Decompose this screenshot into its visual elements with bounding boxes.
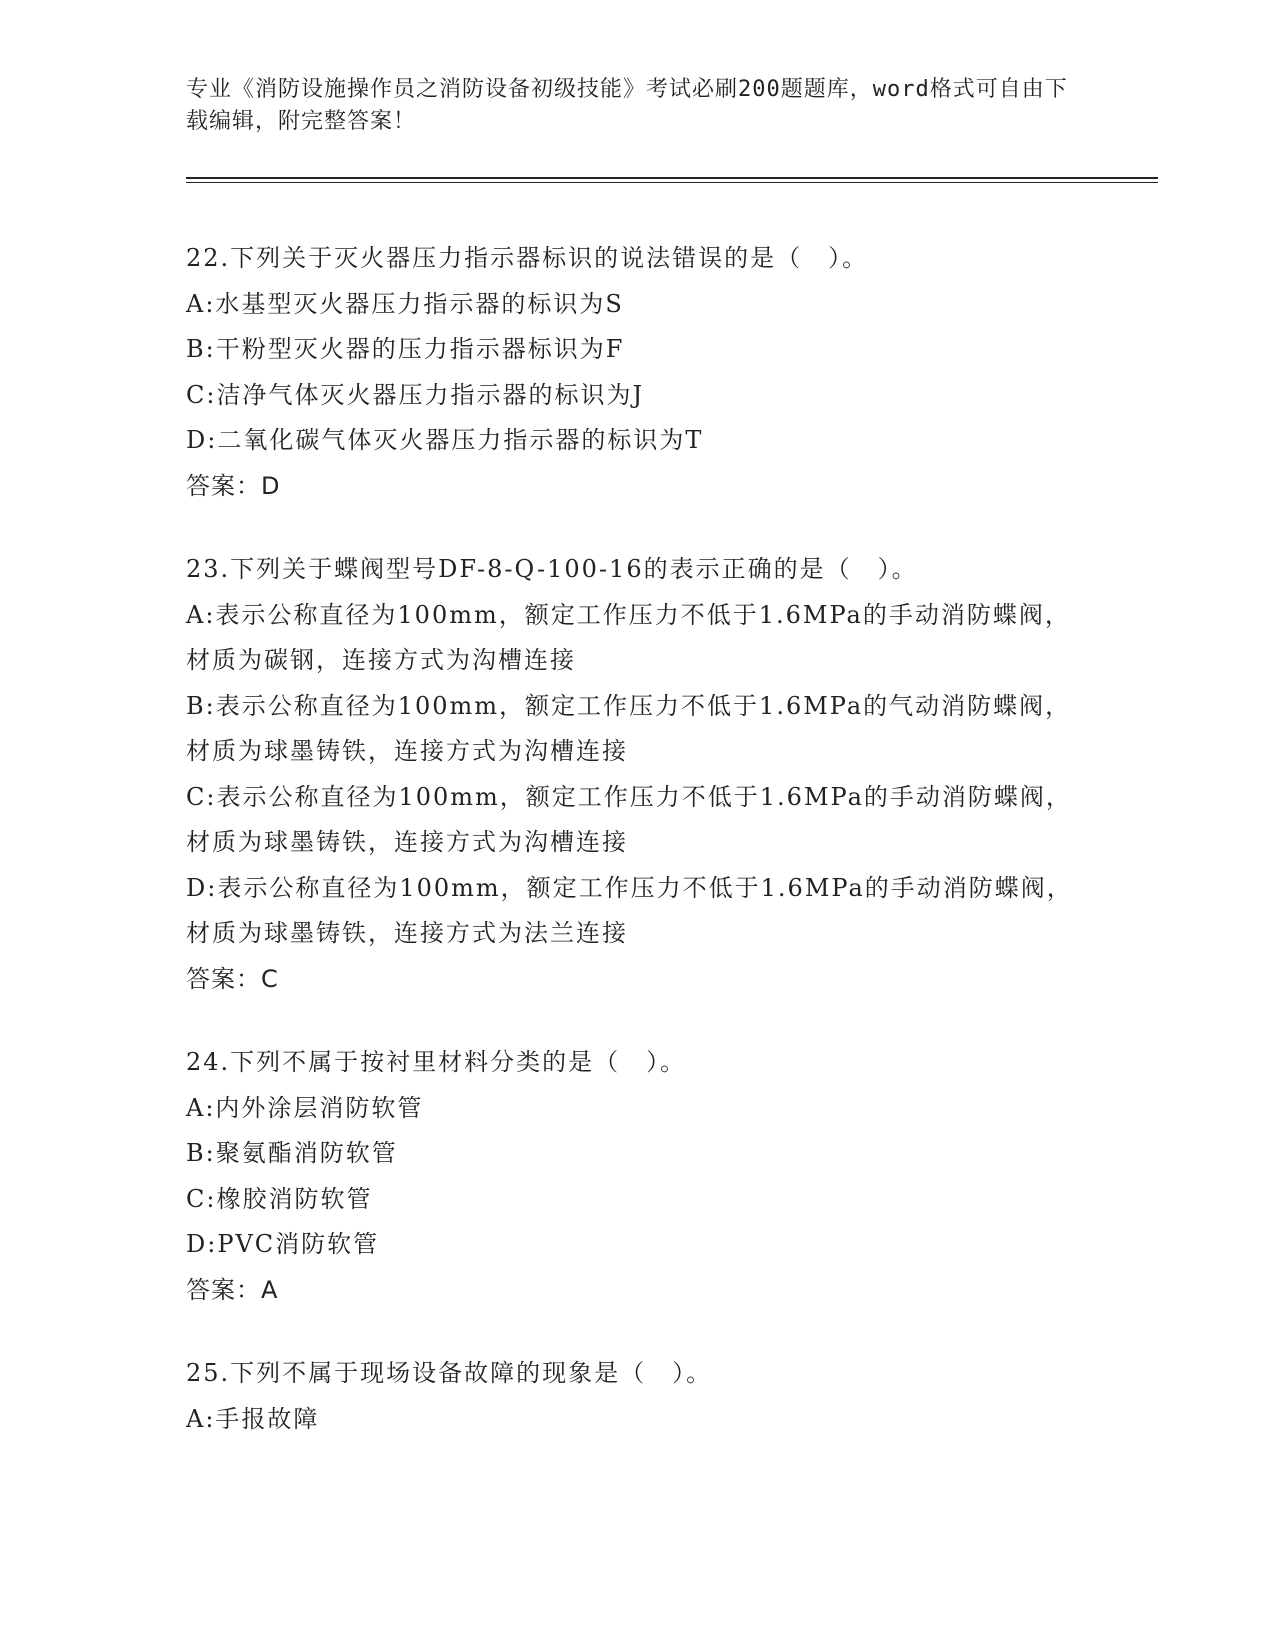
question-stem: 22.下列关于灭火器压力指示器标识的说法错误的是（ ）。 xyxy=(186,244,869,272)
header-divider-thick xyxy=(186,177,1158,179)
option-b: B:表示公称直径为100mm，额定工作压力不低于1.6MPa的气动消防蝶阀，材质为球墨铸铁，连接方式为沟槽连接 xyxy=(186,691,1072,765)
option-c: C:表示公称直径为100mm，额定工作压力不低于1.6MPa的手动消防蝶阀，材质为球墨铸铁，连接方式为沟槽连接 xyxy=(186,782,1072,856)
option-b: B:聚氨酯消防软管 xyxy=(186,1139,398,1167)
option-d: D:表示公称直径为100mm，额定工作压力不低于1.6MPa的手动消防蝶阀，材质为球墨铸铁，连接方式为法兰连接 xyxy=(186,873,1073,947)
question-25 xyxy=(186,1351,1086,1442)
option-a: A:内外涂层消防软管 xyxy=(186,1093,424,1122)
answer: 答案：C xyxy=(186,964,279,993)
answer: 答案：A xyxy=(186,1275,279,1304)
option-a: A:表示公称直径为100mm，额定工作压力不低于1.6MPa的手动消防蝶阀，材质为碳钢，连接方式为沟槽连接 xyxy=(186,600,1071,674)
header-divider-thin xyxy=(186,182,1158,183)
option-b: B:干粉型灭火器的压力指示器标识为F xyxy=(186,335,625,363)
question-stem: 25.下列不属于现场设备故障的现象是（ ）。 xyxy=(186,1359,713,1387)
option-a: A:水基型灭火器压力指示器的标识为S xyxy=(186,289,624,318)
question-23 xyxy=(186,547,1086,1002)
question-24 xyxy=(186,1040,1086,1313)
answer: 答案：D xyxy=(186,471,281,500)
option-c: C:橡胶消防软管 xyxy=(186,1184,373,1213)
option-a: A:手报故障 xyxy=(186,1404,320,1433)
question-list xyxy=(186,236,1086,1480)
question-22 xyxy=(186,236,1086,509)
question-stem: 23.下列关于蝶阀型号DF-8-Q-100-16的表示正确的是（ ）。 xyxy=(186,555,918,583)
option-d: D:PVC消防软管 xyxy=(186,1230,380,1258)
option-c: C:洁净气体灭火器压力指示器的标识为J xyxy=(186,380,645,409)
document-header: 专业《消防设施操作员之消防设备初级技能》考试必刷200题题库，word格式可自由下载编辑，附完整答案！ xyxy=(186,77,1068,134)
option-d: D:二氧化碳气体灭火器压力指示器的标识为T xyxy=(186,426,704,454)
question-stem: 24.下列不属于按衬里材料分类的是（ ）。 xyxy=(186,1048,687,1076)
